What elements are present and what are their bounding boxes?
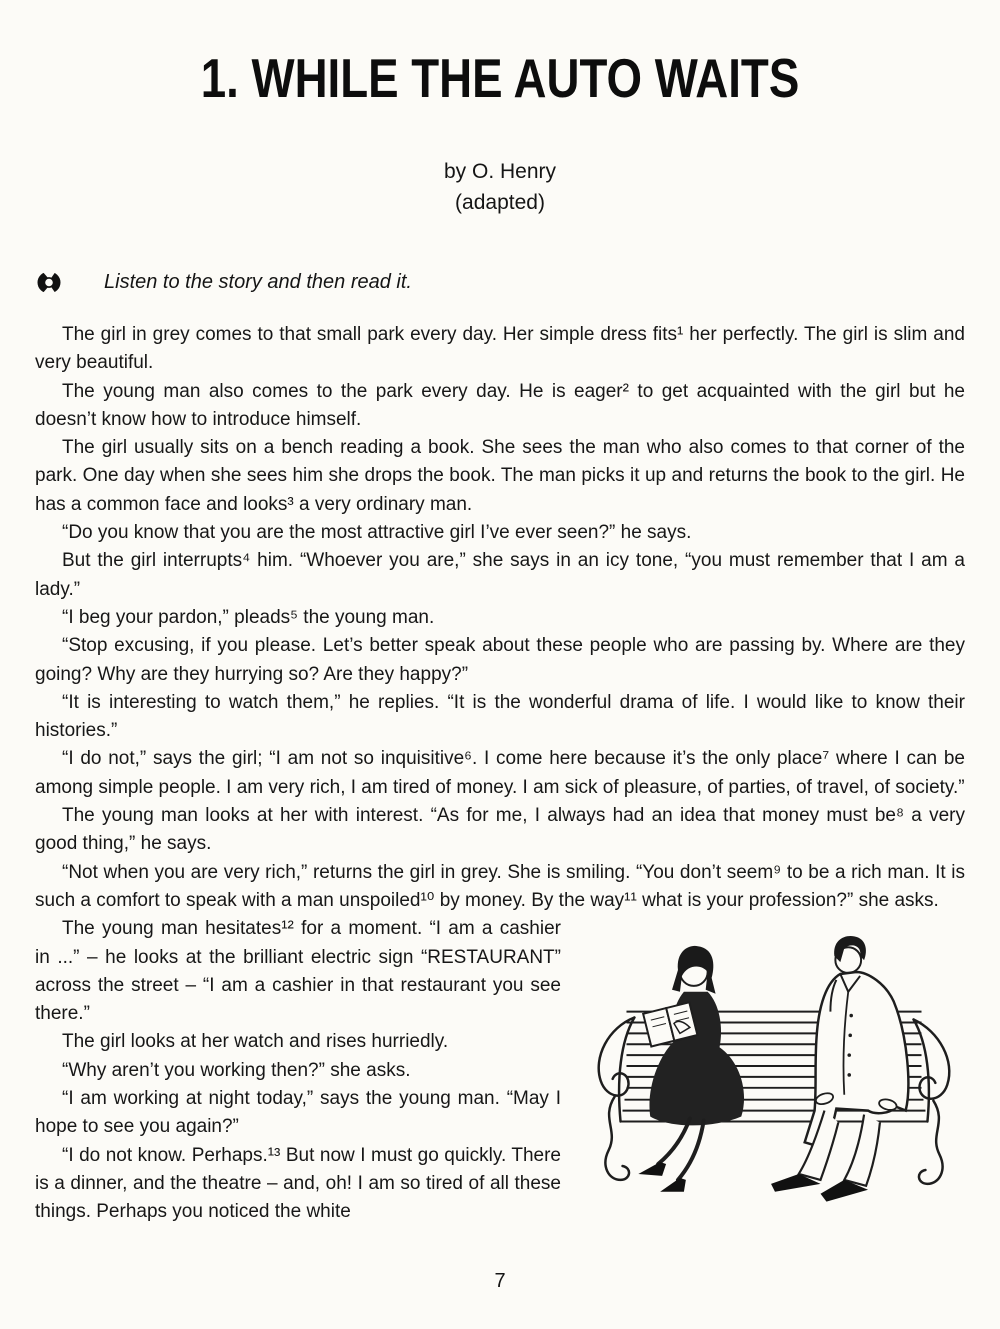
story-paragraph: “I beg your pardon,” pleads⁵ the young man.	[62, 606, 435, 628]
story-paragraph: “I do not know. Perhaps.¹³ But now I must go quickly. There is a dinner, and the theatre – and, oh! I am so tired of all these things. Perhaps you noticed the white	[35, 1144, 561, 1223]
story-paragraph: The girl in grey comes to that small park every day. Her simple dress fits¹ her perfectly. The girl is slim and very beautiful.	[35, 324, 965, 374]
park-bench-illustration	[575, 919, 971, 1219]
listening-instruction-row	[36, 271, 965, 294]
byline: by O. Henry	[443, 160, 557, 183]
story-paragraph: “Not when you are very rich,” returns the girl in grey. She is smiling. “You don’t seem⁹ to be a rich man. It is such a comfort to speak with a man unspoiled¹⁰ by money. By the way¹¹ what is your profession?” she asks.	[35, 861, 965, 911]
story-paragraph: The young man looks at her with interest. “As for me, I always had an idea that money must be⁸ a very good thing,” he says.	[35, 805, 965, 855]
listening-instruction: Listen to the story and then read it.	[104, 271, 412, 293]
story-paragraph: “I do not,” says the girl; “I am not so inquisitive⁶. I come here because it’s the only place⁷ where I can be among simple people. I am very rich, I am tired of money. I am sick of pleasure, of parties, of travel, of society.”	[35, 748, 965, 798]
story-paragraph: “It is interesting to watch them,” he replies. “It is the wonderful drama of life. I would like to know their histories.”	[35, 691, 965, 742]
story-paragraph: “Why aren’t you working then?” she asks.	[62, 1059, 411, 1081]
page-number: 7	[494, 1270, 506, 1292]
story-paragraph: But the girl interrupts⁴ him. “Whoever you are,” she says in an icy tone, “you must remember that I am a lady.”	[35, 550, 965, 600]
adaptation-note: (adapted)	[455, 191, 545, 214]
story-paragraph: “Do you know that you are the most attractive girl I’ve ever seen?” he says.	[62, 522, 692, 544]
chapter-title: 1. WHILE THE AUTO WAITS	[200, 47, 800, 109]
story-paragraph: “Stop excusing, if you please. Let’s better speak about these people who are passing by. Where are they going? Why are they hurrying so? Are they happy?”	[35, 635, 965, 685]
story-paragraph: The girl looks at her watch and rises hurriedly.	[62, 1031, 449, 1053]
story-paragraph: “I am working at night today,” says the young man. “May I hope to see you again?”	[35, 1088, 561, 1138]
audio-reel-icon	[36, 271, 62, 294]
story-paragraph: The young man also comes to the park every day. He is eager² to get acquainted with the girl but he doesn’t know how to introduce himself.	[35, 380, 965, 430]
story-paragraph: The girl usually sits on a bench reading a book. She sees the man who also comes to that corner of the park. One day when she sees him she drops the book. The man picks it up and returns the book to the girl. He has a common face and looks³ a very ordinary man.	[35, 437, 965, 515]
story-paragraph: The young man hesitates¹² for a moment. “I am a cashier in ...” – he looks at the brilliant electric sign “RESTAURANT” across the street – “I am a cashier in that restaurant you see there.”	[35, 918, 561, 1025]
story-text	[35, 321, 965, 1227]
